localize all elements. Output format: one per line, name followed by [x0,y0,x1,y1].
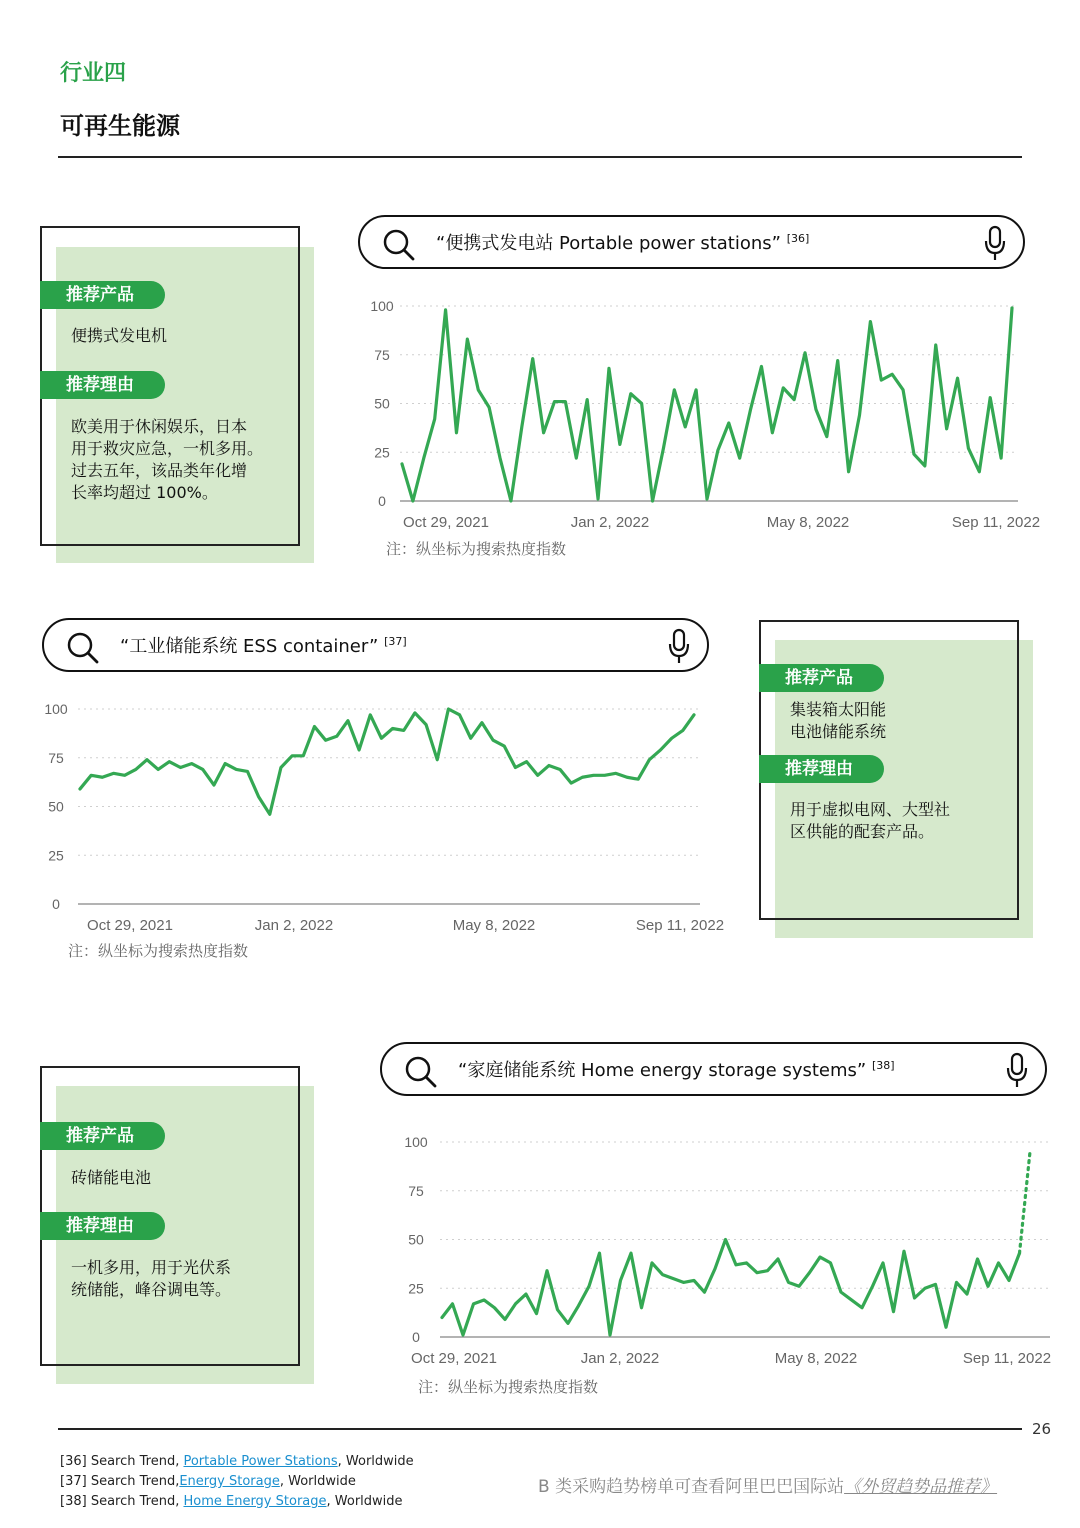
footnote-tail: , Worldwide [279,1474,356,1489]
x-tick-label: Sep 11, 2022 [962,1350,1052,1367]
series-line [80,709,694,814]
reason-line: 区供能的配套产品。 [790,822,935,841]
recommended-product: 砖储能电池 [71,1168,152,1187]
search-ref: [36] [786,232,810,245]
search-bar[interactable] [358,215,1025,269]
x-tick-label: Sep 11, 2022 [635,917,725,934]
search-query-text: “家庭储能系统 Home energy storage systems” [458,1060,867,1081]
section-label: 行业四 [60,61,127,86]
y-tick-label: 25 [48,847,64,864]
footnote-link[interactable]: Energy Storage [179,1474,280,1489]
footnote-37 [60,1474,356,1489]
footnote-link[interactable]: Home Energy Storage [183,1494,327,1509]
recommended-reason [790,799,950,843]
x-tick-label: May 8, 2022 [452,917,536,934]
recommended-product-tag: 推荐产品 [40,281,165,309]
reason-line: 欧美用于休闲娱乐，日本 [71,417,248,436]
x-tick-label: Oct 29, 2021 [87,917,173,934]
reason-line: 长率均超过 100%。 [71,483,218,502]
x-tick-label: Jan 2, 2022 [580,1350,660,1367]
search-icon [404,1055,438,1089]
search-query [120,632,407,658]
y-tick-label: 25 [408,1280,424,1297]
chart-note: 注：纵坐标为搜索热度指数 [418,1378,599,1396]
promo-label: B 类采购趋势榜单可查看阿里巴巴国际站 [538,1477,845,1497]
footnote-tail: , Worldwide [337,1454,414,1469]
reason-line: 用于虚拟电网、大型社 [790,800,951,819]
y-tick-label: 100 [44,701,68,717]
series-line [442,1240,1020,1336]
search-ref: [38] [871,1059,895,1072]
x-tick-label: Oct 29, 2021 [403,514,489,531]
recommended-reason-tag: 推荐理由 [40,371,165,399]
search-bar[interactable] [380,1042,1047,1096]
y-tick-label: 100 [370,298,394,314]
footnote-36 [60,1454,414,1469]
page-number: 26 [1032,1420,1052,1438]
recommended-product: 便携式发电机 [71,326,168,345]
y-tick-label: 25 [374,444,390,461]
recommended-reason [71,416,263,504]
footnote-label: [36] Search Trend, [60,1454,184,1469]
search-query-text: “便携式发电站 Portable power stations” [436,233,781,254]
chart-note: 注：纵坐标为搜索热度指数 [386,540,567,558]
y-tick-label: 0 [412,1329,420,1345]
y-tick-label: 50 [374,395,390,412]
promo-link[interactable]: 《外贸趋势品推荐》 [844,1477,998,1497]
search-ref: [37] [384,635,407,648]
footer-divider [58,1428,1022,1430]
search-query-text: “工业储能系统 ESS container” [120,636,379,657]
x-tick-label: May 8, 2022 [774,1350,858,1367]
recommended-product [790,699,886,743]
y-tick-label: 50 [48,798,64,815]
y-tick-label: 0 [378,493,386,509]
y-tick-label: 50 [408,1231,424,1248]
section-title: 可再生能源 [60,112,180,140]
projected-line [1020,1152,1031,1253]
y-tick-label: 75 [408,1182,424,1199]
recommended-product-tag: 推荐产品 [759,664,884,692]
product-line: 集装箱太阳能 [790,700,887,719]
recommended-product-tag: 推荐产品 [40,1122,165,1150]
footnote-label: [38] Search Trend, [60,1494,184,1509]
x-tick-label: Jan 2, 2022 [254,917,334,934]
header-divider [58,156,1022,158]
search-icon [66,631,100,665]
search-query [436,229,809,255]
promo-text [538,1472,997,1497]
footnote-link[interactable]: Portable Power Stations [183,1454,338,1469]
recommended-reason-tag: 推荐理由 [40,1212,165,1240]
x-tick-label: May 8, 2022 [766,514,850,531]
search-query [458,1056,895,1082]
reason-line: 过去五年，该品类年化增 [71,461,248,480]
x-tick-label: Oct 29, 2021 [411,1350,497,1367]
home-energy-storage-chart [380,1128,1070,1373]
search-bar[interactable] [42,618,709,672]
y-tick-label: 75 [374,346,390,363]
portable-power-stations-chart [340,290,1060,540]
search-icon [382,228,416,262]
chart-note: 注：纵坐标为搜索热度指数 [68,942,249,960]
y-tick-label: 100 [404,1134,428,1150]
y-tick-label: 0 [52,896,60,912]
series-line [402,308,1012,501]
reason-line: 一机多用，用于光伏系 [71,1258,232,1277]
reason-line: 用于救灾应急，一机多用。 [71,439,264,458]
recommended-reason-tag: 推荐理由 [759,755,884,783]
microphone-icon[interactable] [666,628,692,666]
microphone-icon[interactable] [982,225,1008,263]
x-tick-label: Sep 11, 2022 [951,514,1041,531]
footnote-38 [60,1494,403,1509]
footnote-label: [37] Search Trend, [60,1474,180,1489]
product-line: 电池储能系统 [790,722,887,741]
recommended-reason [71,1257,231,1301]
reason-line: 统储能，峰谷调电等。 [71,1280,232,1299]
microphone-icon[interactable] [1004,1052,1030,1090]
y-tick-label: 75 [48,749,64,766]
x-tick-label: Jan 2, 2022 [570,514,650,531]
ess-container-chart [20,695,740,940]
footnote-tail: , Worldwide [326,1494,403,1509]
